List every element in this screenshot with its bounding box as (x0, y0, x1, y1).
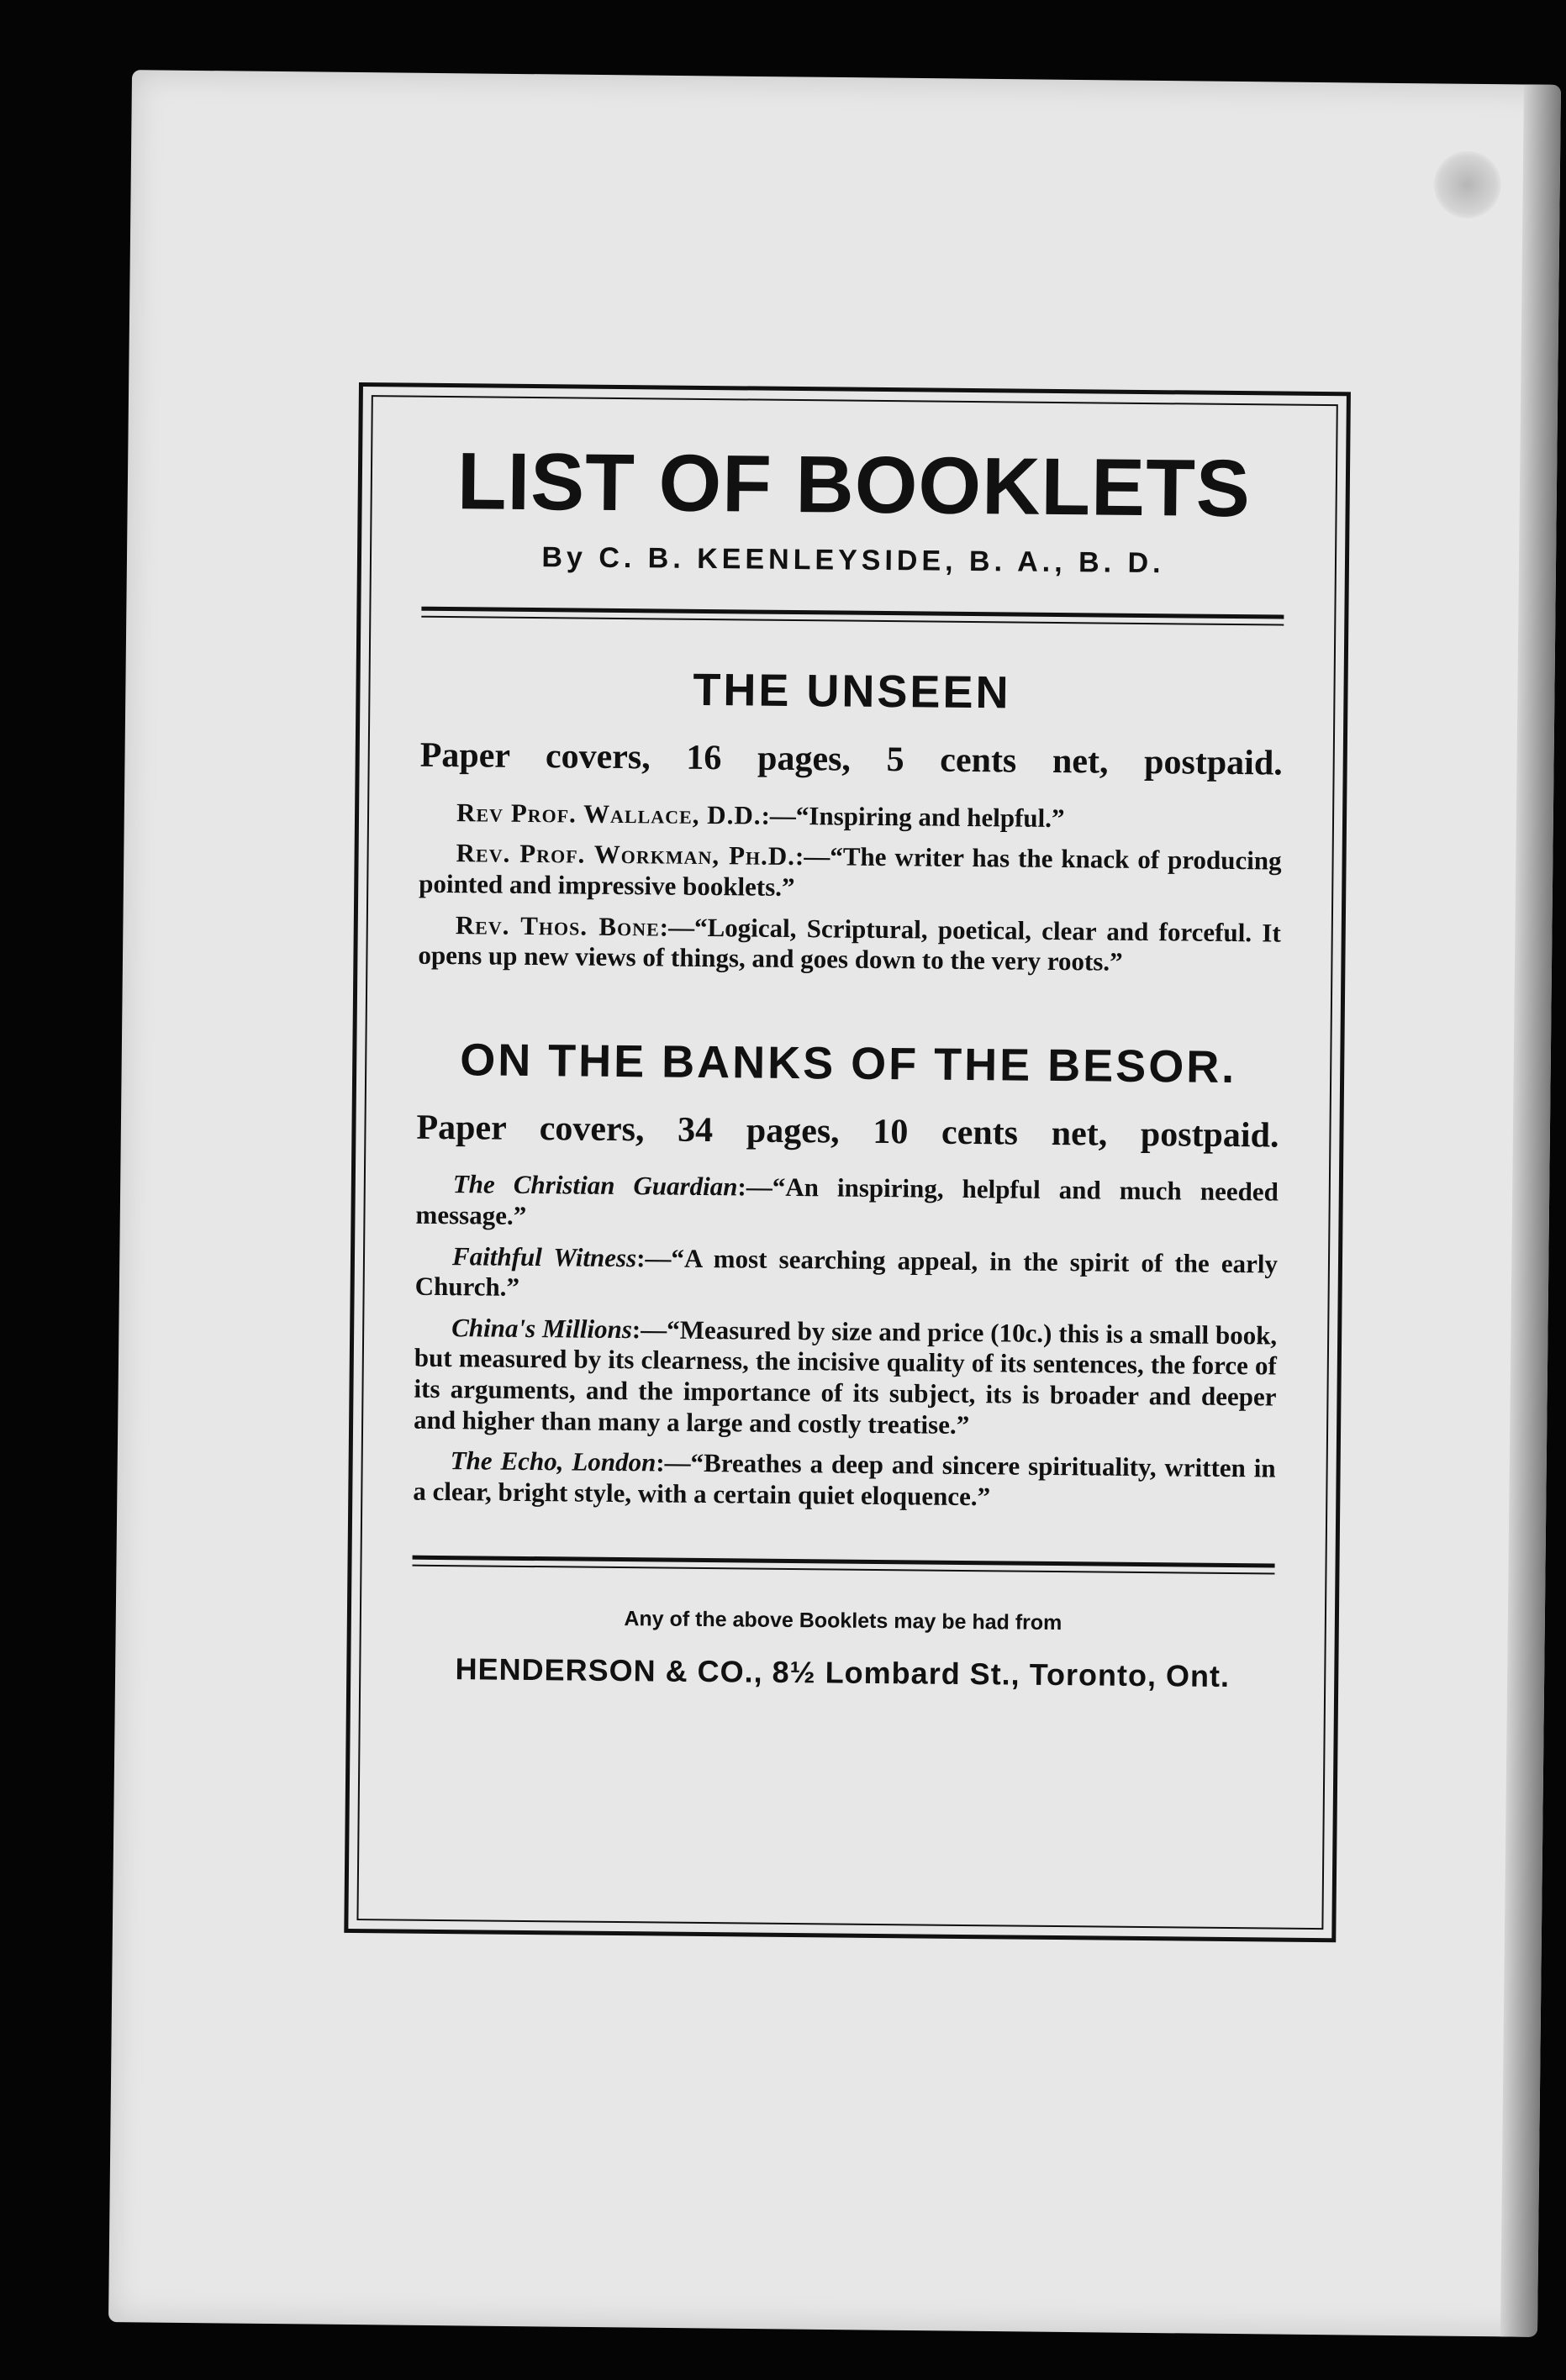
review-source: Faithful Witness (451, 1240, 637, 1272)
review-text: :—“An inspiring, helpful and much needed message.” (415, 1172, 1279, 1230)
review (414, 1312, 1277, 1443)
review-text: :—“Logical, Scriptural, poetical, clear and forceful. It opens up new views of things, and goes down to the very roots.” (418, 911, 1281, 977)
publisher-address: HENDERSON & CO., 8½ Lombard St., Toronto, Ont. (455, 1651, 1231, 1694)
review-text: :—“Inspiring and helpful.” (761, 800, 1065, 833)
page-edge-shadow (1500, 85, 1561, 2337)
booklet-title: ON THE BANKS OF THE BESOR. (459, 1034, 1237, 1093)
review (419, 797, 1282, 835)
advertisement-frame (344, 382, 1351, 1942)
review-source: The Christian Guardian (452, 1169, 738, 1202)
review (413, 1445, 1276, 1515)
review-text: :—“Measured by size and price (10c.) this is a small book, but measured by its clearness, the incisive quality of its sentences, the force of its arguments, and the importance of its subject, its is broader and deeper and higher than many a large and costly treatise.” (413, 1314, 1278, 1440)
review-source: Rev Prof. Wallace, D.D. (456, 797, 762, 830)
booklet-title: THE UNSEEN (693, 664, 1011, 719)
header-divider (421, 607, 1284, 619)
section-spacer (418, 981, 1281, 1043)
review-source: Rev. Prof. Workman, Ph.D. (456, 838, 796, 871)
review-source: The Echo, London (450, 1445, 656, 1477)
page-title: LIST OF BOOKLETS (456, 436, 1252, 534)
review-source: Rev. Thos. Bone (455, 909, 660, 941)
review (415, 1169, 1279, 1239)
footer-divider (413, 1556, 1275, 1568)
review (418, 909, 1281, 979)
scan-blemish (1433, 150, 1501, 219)
booklet-banks-of-the-besor (413, 1035, 1279, 1514)
review-source: China's Millions (451, 1312, 633, 1344)
availability-note: Any of the above Booklets may be had from (624, 1607, 1062, 1635)
review (419, 838, 1282, 908)
author-line: By C. B. KEENLEYSIDE, B. A., B. D. (541, 541, 1165, 580)
advertisement-frame-inner (356, 395, 1337, 1930)
booklet-info: Paper covers, 16 pages, 5 cents net, postpaid. (419, 736, 1283, 783)
review-text: :—“Breathes a deep and sincere spirituality, written in a clear, bright style, with a certain quiet eloquence.” (413, 1447, 1276, 1511)
review-text: :—“A most searching appeal, in the spirit of the early Church.” (414, 1242, 1279, 1303)
review (414, 1240, 1278, 1310)
booklet-info: Paper covers, 34 pages, 10 cents net, postpaid. (416, 1108, 1279, 1156)
review-text: :—“The writer has the knack of producing pointed and impressive booklets.” (419, 841, 1282, 902)
booklet-the-unseen (418, 663, 1283, 980)
